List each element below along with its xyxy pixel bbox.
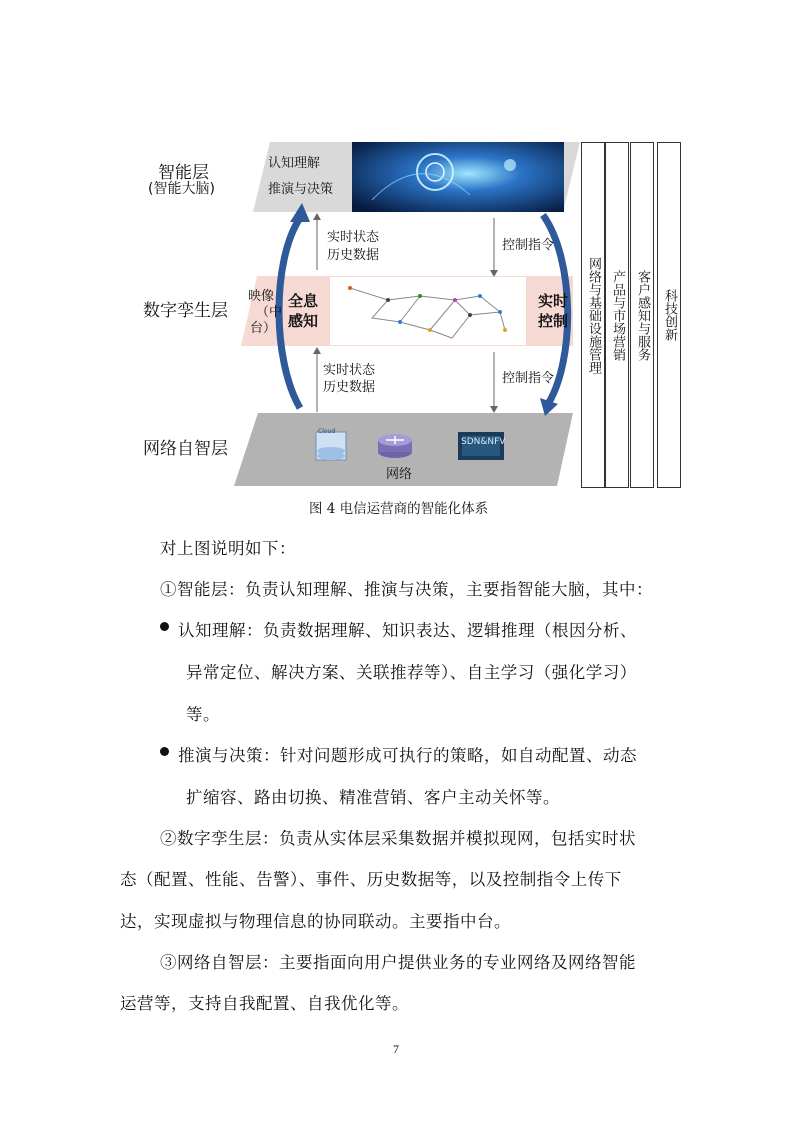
intro-text: 对上图说明如下： — [160, 539, 296, 558]
server-label: Cloud — [318, 428, 336, 435]
holographic-label-2: 感知 — [288, 312, 319, 330]
page-number: 7 — [393, 1042, 399, 1056]
realtime-control-label-2: 控制 — [538, 312, 569, 330]
upper-realtime-label: 实时状态 — [327, 230, 380, 245]
router-icon — [378, 434, 412, 458]
side-column-tech-text: 科技创新 — [662, 289, 677, 341]
twin-layer-title: 数字孪生层 — [143, 301, 228, 321]
decision-label: 推演与决策 — [268, 182, 334, 197]
mirror-sub-1: （中 — [256, 305, 283, 320]
paragraph-network-line1: ③网络自智层：主要指面向用户提供业务的专业网络及网络智能 — [160, 953, 636, 972]
paragraph-twin-line2: 态（配置、性能、告警）、事件、历史数据等，以及控制指令上传下 — [120, 870, 622, 889]
network-label: 网络 — [386, 467, 413, 482]
bullet-cognition-line3: 等。 — [186, 705, 220, 724]
sdn-nfv-label: SDN&NFV — [461, 437, 506, 447]
side-column-infra-text: 网络与基础设施管理 — [586, 256, 601, 374]
server-icon — [316, 432, 346, 460]
side-column-marketing-text: 产品与市场营销 — [610, 269, 625, 361]
bullet-dot-2 — [160, 747, 169, 756]
side-column-customer — [630, 142, 654, 488]
twin-graph-panel — [330, 277, 526, 345]
paragraph-twin-line1: ②数字孪生层：负责从实体层采集数据并模拟现网，包括实时状 — [160, 829, 636, 848]
upper-control-label: 控制指令 — [502, 238, 555, 253]
bullet-decision-line1: 推演与决策：针对问题形成可执行的策略，如自动配置、动态 — [178, 746, 637, 765]
lower-control-label: 控制指令 — [502, 371, 555, 386]
paragraph-network-line2: 运营等，支持自我配置、自我优化等。 — [120, 994, 409, 1013]
realtime-control-label-1: 实时 — [538, 292, 569, 310]
lower-realtime-label: 实时状态 — [323, 363, 376, 378]
paragraph-twin-line3: 达，实现虚拟与物理信息的协同联动。主要指中台。 — [120, 912, 511, 931]
intelligence-layer-title: 智能层 — [158, 163, 209, 183]
side-column-tech — [657, 142, 681, 488]
upper-history-label: 历史数据 — [327, 248, 380, 263]
network-layer-title: 网络自智层 — [143, 439, 228, 459]
lower-history-label: 历史数据 — [323, 380, 376, 395]
mirror-label: 映像 — [248, 289, 275, 304]
side-column-marketing — [605, 142, 629, 488]
bullet-decision-line2: 扩缩容、路由切换、精准营销、客户主动关怀等。 — [186, 788, 560, 807]
bullet-cognition-line2: 异常定位、解决方案、关联推荐等）、自主学习（强化学习） — [186, 663, 637, 682]
paragraph-intelligence: ①智能层：负责认知理解、推演与决策，主要指智能大脑，其中： — [160, 580, 653, 599]
holographic-label-1: 全息 — [288, 292, 319, 310]
brain-image — [352, 142, 564, 212]
bullet-dot-1 — [160, 622, 169, 631]
side-column-infra — [581, 142, 605, 488]
figure-caption: 图 4 电信运营商的智能化体系 — [309, 501, 489, 517]
side-column-customer-text: 客户感知与服务 — [635, 269, 650, 361]
mirror-sub-2: 台） — [250, 321, 277, 336]
cognition-label: 认知理解 — [268, 156, 321, 171]
bullet-cognition-line1: 认知理解：负责数据理解、知识表达、逻辑推理（根因分析、 — [178, 621, 637, 640]
intelligence-layer-subtitle: (智能大脑) — [148, 181, 215, 197]
